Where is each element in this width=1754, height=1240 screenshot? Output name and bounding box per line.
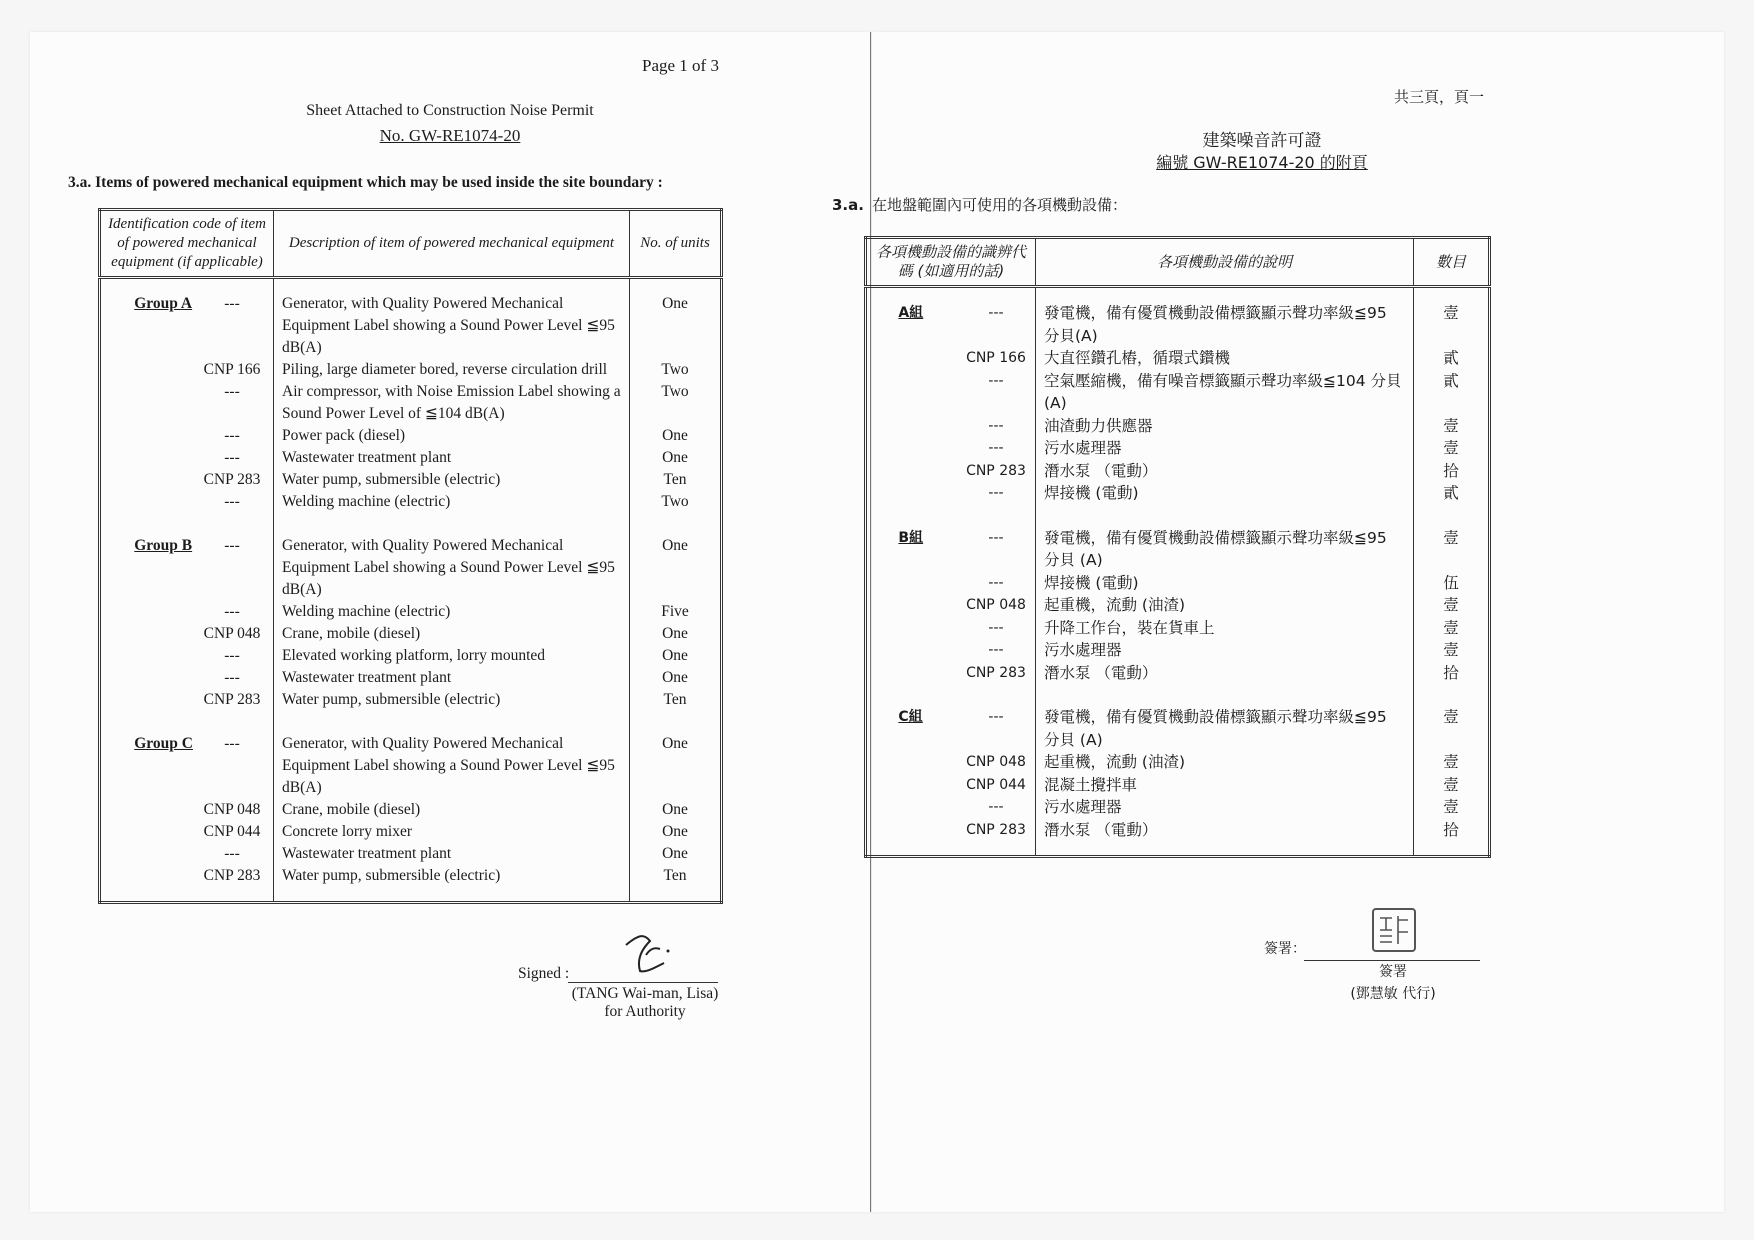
equipment-units: 貳 (1443, 484, 1459, 502)
equipment-description: 起重機，流動 (油渣) (1036, 594, 1414, 617)
equipment-description: 污水處理器 (1036, 639, 1414, 662)
equipment-code: CNP 044 (203, 823, 261, 840)
equipment-description: 升降工作台，裝在貨車上 (1036, 617, 1414, 640)
equipment-code: --- (988, 417, 1004, 434)
equipment-units: One (662, 537, 688, 554)
table-row (100, 623, 722, 645)
equipment-code: CNP 166 (966, 350, 1026, 366)
equipment-units: Ten (663, 867, 687, 884)
table-row (100, 447, 722, 469)
equipment-code: --- (224, 449, 240, 466)
equipment-units: Ten (663, 471, 687, 488)
equipment-units: 壹 (1443, 798, 1459, 816)
equipment-code: --- (224, 669, 240, 686)
table-row (866, 684, 1490, 751)
equipment-description: Piling, large diameter bored, reverse circulation drill (274, 359, 630, 381)
page-number-zh: 共三頁，頁一 (1394, 88, 1485, 106)
table-row (100, 711, 722, 799)
equipment-units: 壹 (1443, 416, 1459, 435)
equipment-description: Generator, with Quality Powered Mechanical Equipment Label showing a Sound Power Level ≦95 dB(A) (274, 278, 630, 360)
equipment-units: Two (661, 493, 689, 510)
signer-name: (TANG Wai-man, Lisa) (571, 985, 719, 1002)
equipment-units: 拾 (1443, 663, 1459, 682)
equipment-description: Water pump, submersible (electric) (274, 865, 630, 903)
equipment-code: CNP 283 (203, 471, 261, 488)
equipment-code: --- (224, 493, 240, 510)
section-heading: 3.a. Items of powered mechanical equipment which may be used inside the site boundary : (68, 174, 663, 191)
equipment-units: One (662, 295, 688, 312)
signer-role-zh: 簽署 (1379, 964, 1407, 980)
equipment-code: --- (988, 305, 1004, 321)
equipment-description: 混凝土攪拌車 (1036, 774, 1414, 797)
equipment-description: Welding machine (electric) (274, 601, 630, 623)
table-row (100, 278, 722, 360)
equipment-description: Welding machine (electric) (274, 491, 630, 513)
equipment-description: 大直徑鑽孔樁，循環式鑽機 (1036, 347, 1414, 370)
equipment-units: One (662, 845, 688, 862)
equipment-units: Ten (663, 691, 687, 708)
equipment-units: 壹 (1443, 618, 1459, 637)
signature-line (568, 982, 718, 983)
equipment-code: --- (224, 295, 240, 312)
document-title: Sheet Attached to Construction Noise Permit (306, 102, 594, 119)
equipment-code: CNP 283 (203, 867, 261, 884)
equipment-code: CNP 283 (966, 664, 1026, 681)
signer-name-zh: (鄧慧敏 代行) (1350, 986, 1436, 1002)
header-code-zh: 各項機動設備的識辨代碼 (如適用的話) (866, 238, 1036, 287)
equipment-units: 壹 (1443, 528, 1459, 547)
equipment-description: Concrete lorry mixer (274, 821, 630, 843)
table-row (100, 689, 722, 711)
equipment-description: 發電機，備有優質機動設備標籤顯示聲功率級≦95 分貝 (A) (1036, 684, 1414, 751)
equipment-code: --- (224, 647, 240, 664)
table-row (100, 513, 722, 601)
equipment-units: One (662, 669, 688, 686)
equipment-description: Crane, mobile (diesel) (274, 623, 630, 645)
equipment-description: 潛水泵 （電動） (1036, 460, 1414, 483)
equipment-units: One (662, 823, 688, 840)
english-page (30, 32, 871, 1212)
signer-role: for Authority (604, 1003, 686, 1020)
table-row (100, 381, 722, 425)
permit-number: No. GW-RE1074-20 (379, 126, 521, 145)
equipment-code: --- (988, 485, 1004, 501)
equipment-table (98, 208, 723, 904)
equipment-code: --- (224, 845, 240, 862)
equipment-units: 伍 (1443, 573, 1459, 592)
equipment-description: Wastewater treatment plant (274, 843, 630, 865)
equipment-units: One (662, 625, 688, 642)
equipment-units: One (662, 801, 688, 818)
equipment-code: CNP 048 (966, 597, 1026, 613)
table-row (100, 667, 722, 689)
equipment-units: 壹 (1443, 753, 1459, 771)
permit-number-zh: 編號 GW-RE1074-20 的附頁 (1156, 153, 1368, 172)
equipment-description: Elevated working platform, lorry mounted (274, 645, 630, 667)
equipment-code: --- (988, 529, 1004, 546)
equipment-code: CNP 048 (203, 801, 261, 818)
equipment-description: Water pump, submersible (electric) (274, 689, 630, 711)
seal-stamp (1372, 908, 1416, 952)
equipment-description: 潛水泵 （電動） (1036, 819, 1414, 857)
table-row (866, 819, 1490, 857)
equipment-description: Power pack (diesel) (274, 425, 630, 447)
equipment-description: 焊接機 (電動) (1036, 482, 1414, 505)
signed-label: Signed : (518, 965, 570, 982)
equipment-units: 壹 (1443, 596, 1459, 614)
equipment-table-zh (864, 236, 1491, 858)
equipment-code: --- (988, 574, 1004, 591)
equipment-units: One (662, 647, 688, 664)
equipment-code: --- (224, 603, 240, 620)
equipment-code: --- (988, 709, 1004, 725)
table-row (100, 491, 722, 513)
table-row (866, 572, 1490, 595)
equipment-description: Crane, mobile (diesel) (274, 799, 630, 821)
signature-mark (620, 927, 680, 979)
equipment-units: Two (661, 361, 689, 378)
section-heading-zh (832, 194, 1127, 215)
signed-label-zh: 簽署： (1264, 941, 1306, 957)
header-description: Description of item of powered mechanical equipment (274, 210, 630, 278)
header-units-zh: 數目 (1414, 238, 1490, 287)
equipment-code: CNP 283 (966, 462, 1026, 479)
equipment-description: 污水處理器 (1036, 437, 1414, 460)
equipment-code: --- (224, 537, 240, 554)
equipment-description: Generator, with Quality Powered Mechanical Equipment Label showing a Sound Power Level ≦95 dB(A) (274, 711, 630, 799)
table-row (100, 359, 722, 381)
table-row (100, 469, 722, 491)
equipment-units: One (662, 449, 688, 466)
equipment-units: 拾 (1443, 461, 1459, 480)
table-row (866, 594, 1490, 617)
header-description-zh: 各項機動設備的說明 (1036, 238, 1414, 287)
table-row (866, 662, 1490, 685)
table-row (866, 370, 1490, 415)
equipment-description: 焊接機 (電動) (1036, 572, 1414, 595)
table-row (100, 821, 722, 843)
equipment-code: --- (988, 372, 1004, 389)
equipment-description: 潛水泵 （電動） (1036, 662, 1414, 685)
equipment-units: Two (661, 383, 689, 400)
equipment-code: --- (988, 440, 1004, 456)
equipment-code: --- (224, 735, 240, 752)
table-row (100, 843, 722, 865)
signature-line-zh (1304, 960, 1480, 961)
equipment-code: CNP 283 (966, 821, 1026, 838)
section-text-zh: 在地盤範圍內可使用的各項機動設備： (871, 196, 1127, 214)
table-row (866, 639, 1490, 662)
table-row (866, 437, 1490, 460)
equipment-description: 污水處理器 (1036, 796, 1414, 819)
equipment-units: 拾 (1443, 820, 1459, 839)
equipment-units: 壹 (1443, 775, 1459, 794)
table-row (866, 415, 1490, 438)
page-number: Page 1 of 3 (642, 56, 719, 75)
equipment-units: 壹 (1443, 641, 1459, 659)
group-label: Group B (134, 537, 193, 554)
table-row (866, 505, 1490, 572)
group-label: B組 (898, 529, 924, 546)
table-row (866, 287, 1490, 348)
header-code: Identification code of item of powered mechanical equipment (if applicable) (100, 210, 274, 278)
table-row (100, 645, 722, 667)
header-units: No. of units (630, 210, 722, 278)
section-number-zh: 3.a. (832, 196, 864, 214)
equipment-units: One (662, 735, 688, 752)
table-row (866, 796, 1490, 819)
table-row (866, 482, 1490, 505)
group-label: Group C (134, 735, 193, 752)
equipment-description: 發電機，備有優質機動設備標籤顯示聲功率級≦95 分貝(A) (1036, 287, 1414, 348)
equipment-description: Air compressor, with Noise Emission Label showing a Sound Power Level of ≦104 dB(A) (274, 381, 630, 425)
equipment-units: 壹 (1443, 439, 1459, 457)
equipment-description: Wastewater treatment plant (274, 667, 630, 689)
table-row (100, 425, 722, 447)
equipment-description: Wastewater treatment plant (274, 447, 630, 469)
document-title-zh: 建築噪音許可證 (1202, 131, 1322, 151)
equipment-code: --- (988, 642, 1004, 658)
group-label: A組 (898, 305, 924, 321)
table-row (866, 347, 1490, 370)
equipment-units: One (662, 427, 688, 444)
equipment-code: CNP 283 (203, 691, 261, 708)
group-label: C組 (898, 709, 923, 725)
table-row (100, 601, 722, 623)
equipment-description: Generator, with Quality Powered Mechanical Equipment Label showing a Sound Power Level ≦95 dB(A) (274, 513, 630, 601)
equipment-code: --- (224, 383, 240, 400)
equipment-code: CNP 044 (966, 776, 1026, 793)
equipment-code: --- (224, 427, 240, 444)
table-row (866, 774, 1490, 797)
table-row (866, 751, 1490, 774)
equipment-code: CNP 048 (966, 754, 1026, 770)
table-row (866, 460, 1490, 483)
equipment-description: 空氣壓縮機，備有噪音標籤顯示聲功率級≦104 分貝(A) (1036, 370, 1414, 415)
equipment-description: 油渣動力供應器 (1036, 415, 1414, 438)
table-row (100, 865, 722, 903)
equipment-units: 貳 (1443, 349, 1459, 367)
group-label: Group A (134, 295, 193, 312)
equipment-units: Five (661, 603, 689, 620)
equipment-units: 貳 (1443, 371, 1459, 390)
equipment-code: CNP 166 (203, 361, 261, 378)
equipment-description: 起重機，流動 (油渣) (1036, 751, 1414, 774)
equipment-code: --- (988, 799, 1004, 815)
equipment-code: CNP 048 (203, 625, 261, 642)
equipment-description: 發電機，備有優質機動設備標籤顯示聲功率級≦95 分貝 (A) (1036, 505, 1414, 572)
table-row (100, 799, 722, 821)
equipment-code: --- (988, 619, 1004, 636)
equipment-units: 壹 (1443, 304, 1459, 322)
equipment-description: Water pump, submersible (electric) (274, 469, 630, 491)
chinese-page (832, 32, 1724, 1212)
table-row (866, 617, 1490, 640)
equipment-units: 壹 (1443, 708, 1459, 726)
